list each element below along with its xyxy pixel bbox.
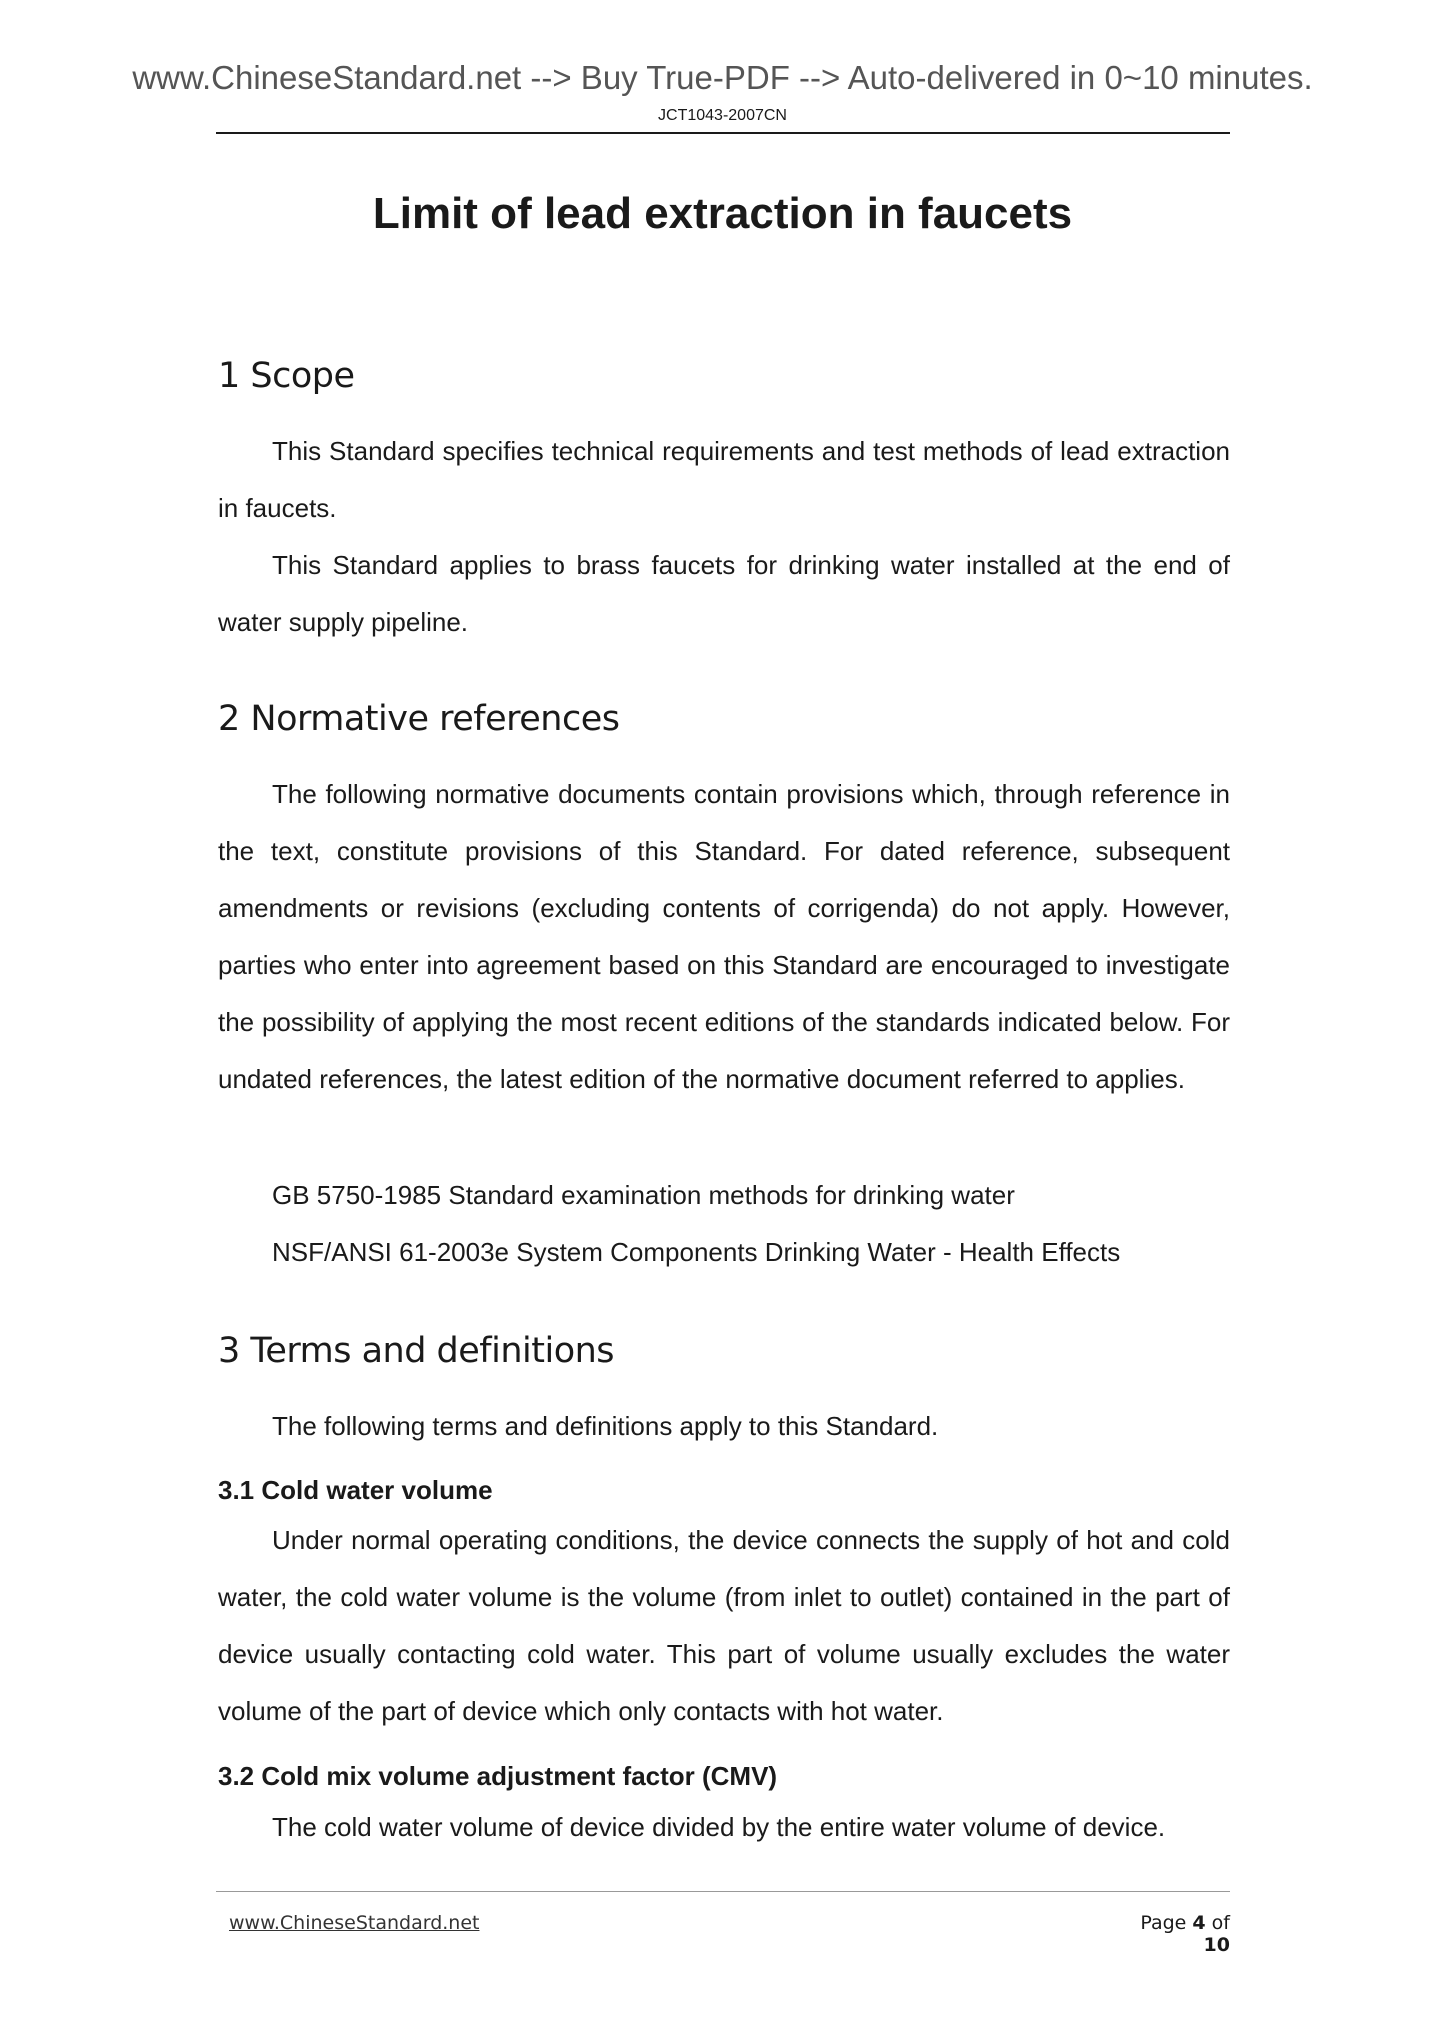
term-text-cmv: The cold water volume of device divided by the entire water volume of device. xyxy=(272,1812,1166,1842)
terms-intro: The following terms and definitions apply to this Standard. xyxy=(272,1411,939,1441)
document-id: JCT1043-2007CN xyxy=(658,107,787,124)
reference-gb5750: GB 5750-1985 Standard examination methods for drinking water xyxy=(272,1180,1015,1210)
term-heading-cmv: 3.2 Cold mix volume adjustment factor (CMV) xyxy=(218,1761,778,1791)
page-title: Limit of lead extraction in faucets xyxy=(372,189,1073,238)
term-text-cold-water-volume: Under normal operating conditions, the device connects the supply of hot and cold water, the cold water volume is the volume (from inlet to outlet) contained in the part of device usually contacting cold water. This part of volume usually excludes the water volume of the part of device which only contacts with hot water. xyxy=(218,1525,1230,1726)
scope-paragraph-1: This Standard specifies technical requirements and test methods of lead extraction in faucets. xyxy=(218,436,1230,523)
normative-paragraph: The following normative documents contain provisions which, through reference in the text, constitute provisions of this Standard. For dated reference, subsequent amendments or revisions (excluding contents of corrigenda) do not apply. However, parties who enter into agreement based on this Standard are encouraged to investigate the possibility of applying the most recent editions of the standards indicated below. For undated references, the latest edition of the normative document referred to applies. xyxy=(218,779,1230,1094)
footer-site-link[interactable]: www.ChineseStandard.net xyxy=(229,1912,480,1934)
header-banner: www.ChineseStandard.net --> Buy True-PDF --> Auto-delivered in 0~10 minutes. xyxy=(132,59,1313,96)
header-divider xyxy=(216,132,1230,134)
page-total: 10 xyxy=(1203,1934,1230,1956)
page-current: 4 xyxy=(1192,1912,1206,1934)
page-number xyxy=(1120,1912,1230,1956)
footer-divider xyxy=(216,1891,1230,1892)
page-label: Page xyxy=(1140,1912,1187,1934)
page-of-label: of xyxy=(1211,1912,1230,1934)
section-heading-terms-definitions: 3 Terms and definitions xyxy=(218,1331,615,1371)
section-heading-normative-references: 2 Normative references xyxy=(218,699,620,739)
reference-nsf-ansi-61: NSF/ANSI 61-2003e System Components Drinking Water - Health Effects xyxy=(272,1237,1121,1267)
term-heading-cold-water-volume: 3.1 Cold water volume xyxy=(218,1475,493,1505)
section-heading-scope: 1 Scope xyxy=(218,356,355,396)
scope-paragraph-2: This Standard applies to brass faucets for drinking water installed at the end of water supply pipeline. xyxy=(218,550,1230,637)
